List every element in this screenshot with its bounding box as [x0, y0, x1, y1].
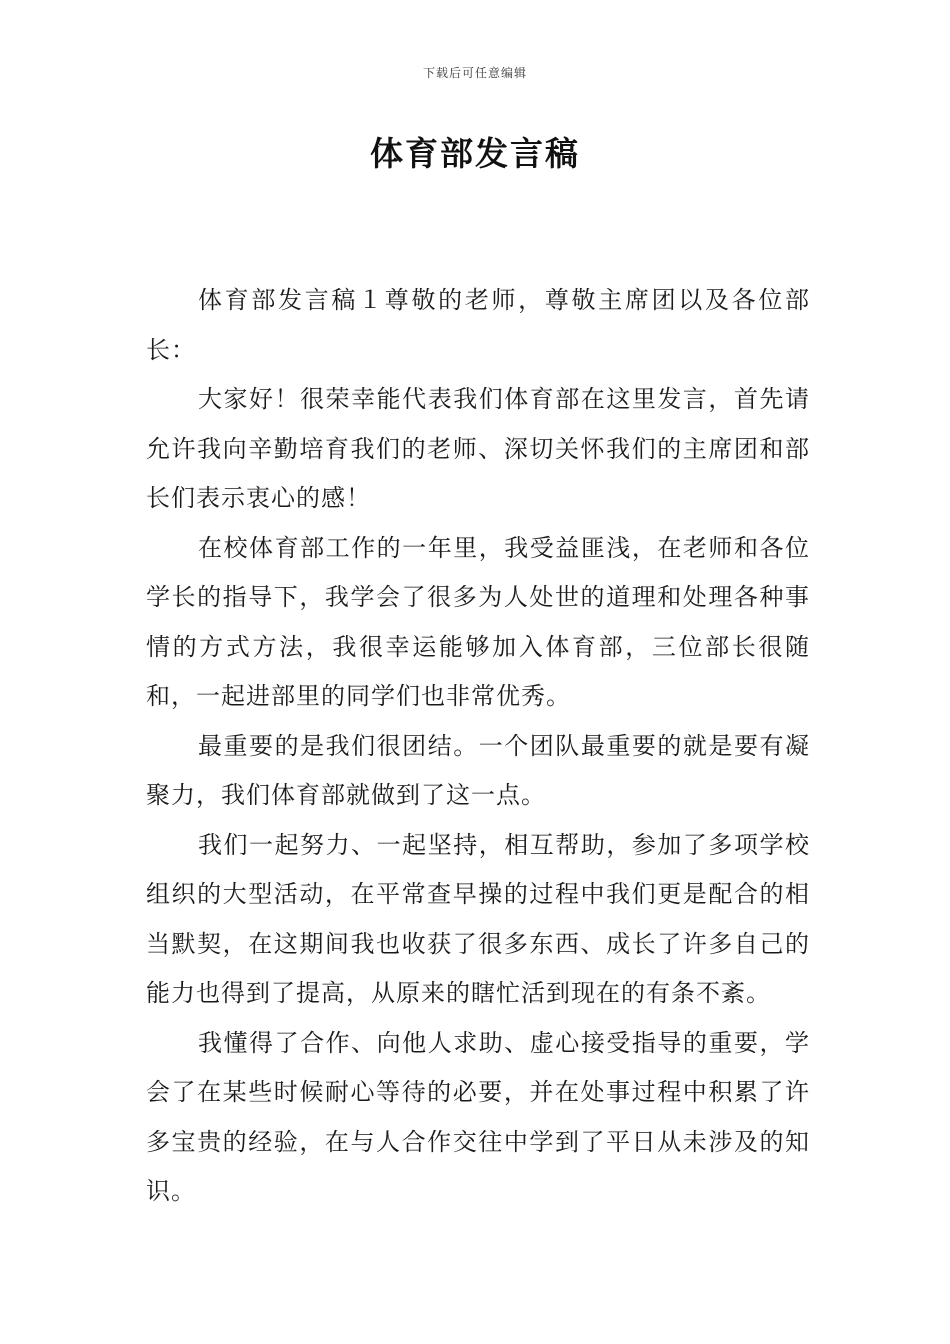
paragraph-unity: 最重要的是我们很团结。一个团队最重要的就是要有凝聚力，我们体育部就做到了这一点。	[146, 731, 810, 809]
document-body	[146, 276, 810, 1217]
header-note: 下载后可任意编辑	[422, 66, 527, 80]
paragraph-greeting: 大家好！很荣幸能代表我们体育部在这里发言，首先请允许我向辛勤培育我们的老师、深切关怀我们的主席团和部长们表示衷心的感！	[146, 385, 810, 512]
paragraph-experience: 在校体育部工作的一年里，我受益匪浅，在老师和各位学长的指导下，我学会了很多为人处世的道理和处理各种事情的方式方法，我很幸运能够加入体育部，三位部长很随和，一起进部里的同学们也非常优秀。	[146, 533, 810, 710]
paragraph-salutation: 体育部发言稿１尊敬的老师，尊敬主席团以及各位部长：	[146, 286, 810, 364]
paragraph-cooperation: 我们一起努力、一起坚持，相互帮助，参加了多项学校组织的大型活动，在平常查早操的过程中我们更是配合的相当默契，在这期间我也收获了很多东西、成长了许多自己的能力也得到了提高，从原来的瞎忙活到现在的有条不紊。	[146, 830, 810, 1007]
document-title: 体育部发言稿	[370, 134, 580, 173]
paragraph-lessons: 我懂得了合作、向他人求助、虚心接受指导的重要，学会了在某些时候耐心等待的必要，并在处事过程中积累了许多宝贵的经验，在与人合作交往中学到了平日从未涉及的知识。	[146, 1028, 810, 1205]
